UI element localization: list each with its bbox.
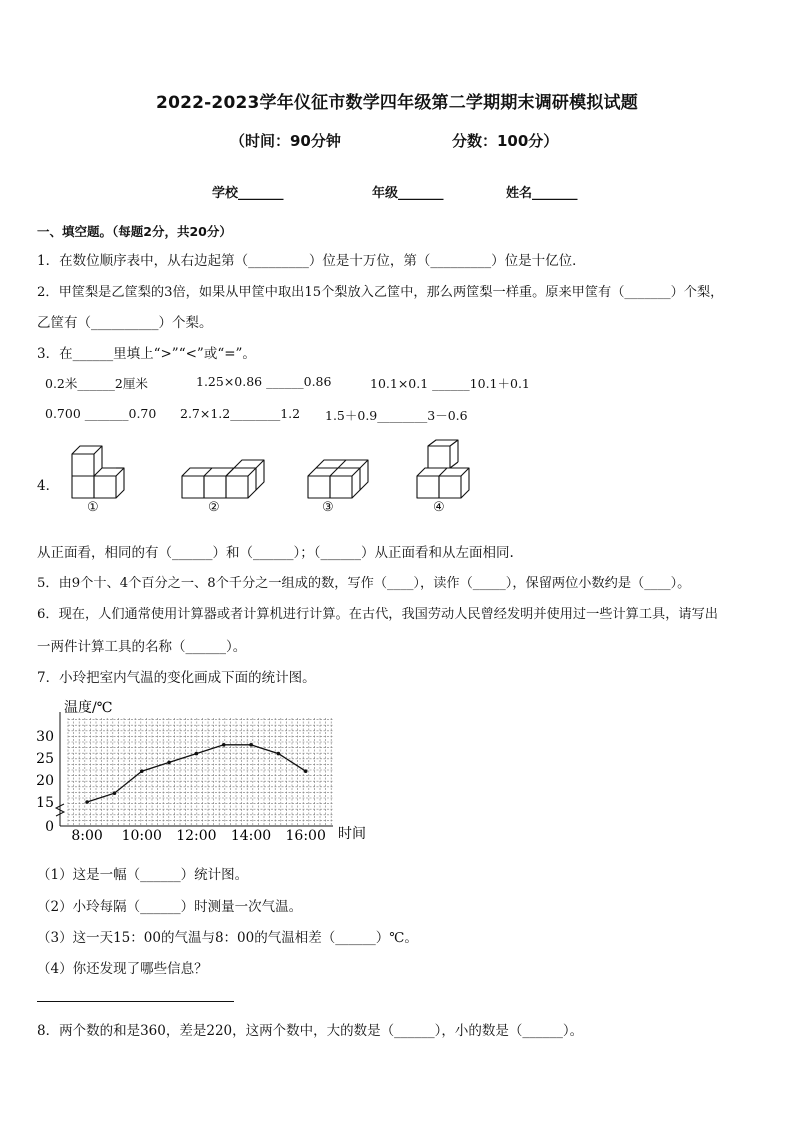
- x-tick-label: 12:00: [176, 828, 217, 844]
- y-tick-label: 25: [36, 751, 54, 767]
- answer-line: [37, 1001, 234, 1002]
- compare-item: 0.2米______2厘米: [45, 376, 148, 391]
- question-4-number: 4．: [37, 478, 60, 494]
- question-2-line1: 2．甲筐梨是乙筐梨的3倍，如果从甲筐中取出15个梨放入乙筐中，那么两筐梨一样重。原来甲筐有（_______）个梨，: [37, 285, 724, 300]
- cube-figure-1: [72, 446, 124, 498]
- compare-item: 1.25×0.86 ______0.86: [196, 374, 332, 389]
- name-field: 姓名_______: [506, 186, 578, 201]
- figure-label-3: ③: [322, 500, 334, 515]
- data-point: [85, 800, 89, 804]
- data-point: [195, 752, 199, 756]
- question-1: 1．在数位顺序表中，从右边起第（_________）位是十万位，第（_________）位是十亿位．: [37, 253, 586, 269]
- data-point: [277, 752, 281, 756]
- y-axis-label: 温度/℃: [64, 700, 113, 716]
- question-5: 5．由9个十、4个百分之一、8个千分之一组成的数，写作（____），读作（_____），保留两位小数约是（____）。: [37, 576, 691, 591]
- question-7: 7．小玲把室内气温的变化画成下面的统计图。: [37, 670, 316, 686]
- page-title: 2022-2023学年仪征市数学四年级第二学期期末调研模拟试题: [156, 93, 638, 113]
- data-point: [113, 791, 117, 795]
- question-4-text: 从正面看，相同的有（______）和（______）；（______）从正面看和从左面相同.: [37, 545, 514, 561]
- question-7-sub-3: （3）这一天15：00的气温与8：00的气温相差（______）℃。: [37, 930, 418, 946]
- score-label: 分数：100分）: [452, 132, 559, 150]
- data-point: [222, 743, 226, 747]
- school-field: 学校_______: [212, 186, 284, 201]
- compare-item: 2.7×1.2________1.2: [180, 406, 301, 421]
- compare-item: 10.1×0.1 ______10.1＋0.1: [370, 376, 530, 391]
- x-axis-label: 时间: [338, 826, 366, 842]
- cube-figure-2: [182, 460, 264, 498]
- y-tick-label: 30: [36, 729, 54, 745]
- cube-figure-4: [417, 440, 469, 498]
- chart-grid: [56, 718, 333, 826]
- y-tick-label: 0: [45, 819, 54, 835]
- question-7-sub-1: （1）这是一幅（______）统计图。: [37, 867, 249, 883]
- question-7-sub-2: （2）小玲每隔（______）时测量一次气温。: [37, 899, 303, 915]
- section-heading: 一、填空题。（每题2分，共20分）: [37, 224, 232, 239]
- time-label: （时间：90分钟: [230, 132, 341, 150]
- y-tick-label: 20: [36, 773, 54, 789]
- question-8: 8．两个数的和是360，差是220，这两个数中，大的数是（______），小的数是（______）。: [37, 1023, 584, 1039]
- question-6-line2: 一两件计算工具的名称（______）。: [37, 639, 247, 655]
- x-tick-label: 14:00: [230, 828, 272, 844]
- question-2-line2: 乙筐有（__________）个梨。: [37, 315, 213, 331]
- compare-item: 0.700 _______0.70: [45, 406, 157, 421]
- data-point: [167, 761, 171, 765]
- grade-field: 年级_______: [372, 186, 444, 201]
- data-point: [304, 769, 308, 773]
- x-tick-label: 16:00: [285, 828, 326, 844]
- figure-label-2: ②: [208, 500, 220, 515]
- figure-label-4: ④: [433, 500, 445, 515]
- question-6-line1: 6．现在，人们通常使用计算器或者计算机进行计算。在古代，我国劳动人民曾经发明并使用过一些计算工具，请写出: [37, 607, 718, 622]
- data-point: [249, 743, 253, 747]
- data-point: [140, 769, 144, 773]
- y-tick-label: 15: [36, 795, 54, 811]
- x-tick-label: 10:00: [121, 828, 162, 844]
- figure-label-1: ①: [87, 500, 99, 515]
- cube-figures: [60, 436, 480, 518]
- compare-item: 1.5＋0.9________3－0.6: [325, 408, 468, 423]
- question-7-sub-4: （4）你还发现了哪些信息？: [37, 961, 208, 977]
- x-tick-label: 8:00: [71, 828, 103, 844]
- question-3: 3．在______里填上“>”“<”或“=”。: [37, 346, 256, 362]
- cube-figure-3: [308, 460, 368, 498]
- temperature-line-chart: [30, 692, 380, 852]
